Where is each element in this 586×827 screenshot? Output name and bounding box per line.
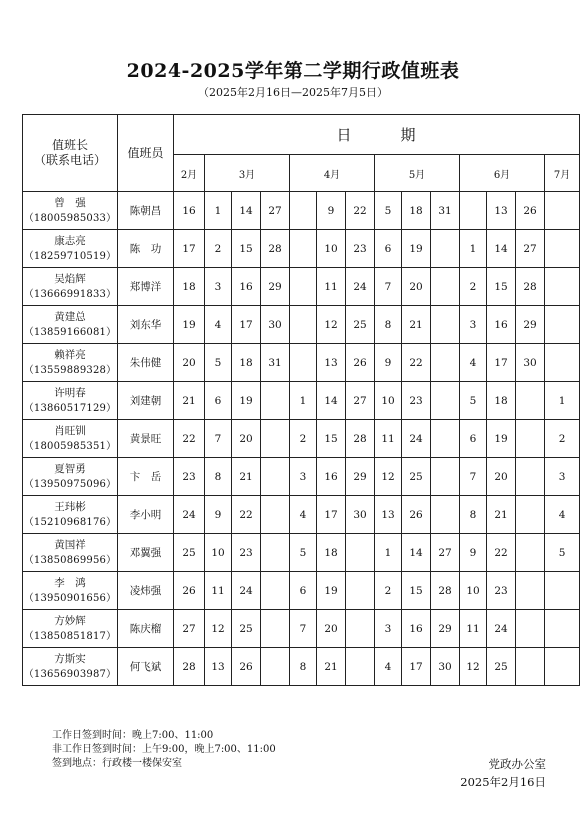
day-cell: 22 — [487, 534, 516, 572]
day-cell: 21 — [402, 306, 431, 344]
day-cell: 23 — [174, 458, 205, 496]
day-cell: 19 — [402, 230, 431, 268]
leader-phone: （13656903987） — [23, 668, 117, 680]
table-row — [23, 268, 580, 306]
day-cell — [290, 192, 317, 230]
day-cell — [516, 648, 545, 686]
day-cell: 25 — [487, 648, 516, 686]
day-cell — [431, 268, 460, 306]
day-cell: 9 — [460, 534, 487, 572]
leader-phone: （18005985033） — [23, 212, 117, 224]
day-cell — [261, 420, 290, 458]
staff-cell: 刘建朝 — [118, 382, 174, 420]
day-cell: 5 — [545, 534, 580, 572]
day-cell: 4 — [375, 648, 402, 686]
leader-cell — [23, 192, 118, 230]
leader-cell — [23, 572, 118, 610]
leader-name: 黄国祥 — [54, 538, 86, 551]
day-cell: 30 — [261, 306, 290, 344]
day-cell: 25 — [346, 306, 375, 344]
day-cell: 17 — [232, 306, 261, 344]
day-cell — [431, 344, 460, 382]
day-cell: 15 — [402, 572, 431, 610]
day-cell — [516, 610, 545, 648]
workday-sign-in-time: 工作日签到时间：晚上7:00、11:00 — [52, 730, 214, 741]
day-cell: 6 — [290, 572, 317, 610]
day-cell: 22 — [232, 496, 261, 534]
staff-cell: 刘东华 — [118, 306, 174, 344]
day-cell: 2 — [545, 420, 580, 458]
leader-phone: （13859166081） — [23, 326, 117, 338]
day-cell — [346, 534, 375, 572]
day-cell: 2 — [205, 230, 232, 268]
month-header-apr: 4月 — [290, 155, 375, 192]
leader-phone: （13950975096） — [23, 478, 117, 490]
day-cell: 3 — [375, 610, 402, 648]
leader-cell — [23, 306, 118, 344]
day-cell: 15 — [317, 420, 346, 458]
duty-table — [22, 114, 580, 686]
day-cell — [261, 534, 290, 572]
day-cell — [261, 572, 290, 610]
duty-table-body — [23, 192, 580, 686]
staff-cell: 邓翼强 — [118, 534, 174, 572]
leader-cell — [23, 420, 118, 458]
day-cell: 29 — [346, 458, 375, 496]
day-cell: 3 — [545, 458, 580, 496]
day-cell: 13 — [375, 496, 402, 534]
leader-name: 李 鸿 — [54, 576, 86, 589]
day-cell: 30 — [346, 496, 375, 534]
day-cell: 18 — [174, 268, 205, 306]
day-cell: 31 — [261, 344, 290, 382]
month-header-mar: 3月 — [205, 155, 290, 192]
day-cell — [545, 192, 580, 230]
day-cell: 13 — [317, 344, 346, 382]
leader-name: 曾 强 — [54, 196, 86, 209]
day-cell — [516, 534, 545, 572]
day-cell — [431, 420, 460, 458]
day-cell: 30 — [516, 344, 545, 382]
issuer-office: 党政办公室 — [488, 757, 546, 771]
day-cell: 12 — [375, 458, 402, 496]
staff-cell: 黄景旺 — [118, 420, 174, 458]
day-cell: 28 — [516, 268, 545, 306]
day-cell — [431, 458, 460, 496]
day-cell: 10 — [317, 230, 346, 268]
day-cell: 19 — [487, 420, 516, 458]
leader-phone: （18259710519） — [23, 250, 117, 262]
day-cell: 23 — [346, 230, 375, 268]
day-cell — [516, 496, 545, 534]
day-cell: 13 — [205, 648, 232, 686]
day-cell — [290, 306, 317, 344]
day-cell — [545, 344, 580, 382]
leader-name: 肖旺钏 — [54, 424, 86, 437]
day-cell: 15 — [232, 230, 261, 268]
day-cell — [346, 648, 375, 686]
day-cell: 12 — [205, 610, 232, 648]
day-cell: 3 — [290, 458, 317, 496]
day-cell: 16 — [487, 306, 516, 344]
day-cell: 31 — [431, 192, 460, 230]
day-cell: 29 — [516, 306, 545, 344]
day-cell — [545, 610, 580, 648]
day-cell: 18 — [402, 192, 431, 230]
month-header-feb: 2月 — [174, 155, 205, 192]
day-cell: 5 — [460, 382, 487, 420]
leader-cell — [23, 382, 118, 420]
day-cell — [261, 496, 290, 534]
month-header-may: 5月 — [375, 155, 460, 192]
day-cell: 7 — [375, 268, 402, 306]
leader-phone: （13850869956） — [23, 554, 117, 566]
day-cell: 24 — [487, 610, 516, 648]
day-cell — [516, 572, 545, 610]
table-row — [23, 458, 580, 496]
leader-phone: （15210968176） — [23, 516, 117, 528]
day-cell — [545, 306, 580, 344]
staff-cell: 朱伟健 — [118, 344, 174, 382]
day-cell: 22 — [346, 192, 375, 230]
table-row — [23, 344, 580, 382]
day-cell: 11 — [375, 420, 402, 458]
day-cell: 12 — [460, 648, 487, 686]
leader-cell — [23, 534, 118, 572]
day-cell: 14 — [232, 192, 261, 230]
day-cell — [261, 648, 290, 686]
leader-name: 赖祥亮 — [54, 348, 86, 361]
day-cell: 6 — [460, 420, 487, 458]
day-cell: 5 — [290, 534, 317, 572]
day-cell — [460, 192, 487, 230]
leader-name: 夏智勇 — [54, 462, 86, 475]
page-title: 2024-2025学年第二学期行政值班表 — [126, 60, 460, 82]
day-cell — [346, 610, 375, 648]
staff-cell: 陈朝昌 — [118, 192, 174, 230]
leader-name: 吴焰辉 — [54, 272, 86, 285]
leader-name: 黄建总 — [54, 310, 86, 323]
day-cell — [545, 648, 580, 686]
leader-name: 方妙辉 — [54, 614, 86, 627]
day-cell: 11 — [460, 610, 487, 648]
day-cell — [431, 382, 460, 420]
leader-phone: （13559889328） — [23, 364, 117, 376]
day-cell: 7 — [290, 610, 317, 648]
day-cell: 8 — [460, 496, 487, 534]
day-cell: 26 — [232, 648, 261, 686]
day-cell: 8 — [205, 458, 232, 496]
leader-cell — [23, 344, 118, 382]
day-cell: 24 — [402, 420, 431, 458]
table-row — [23, 534, 580, 572]
day-cell: 20 — [402, 268, 431, 306]
day-cell: 28 — [261, 230, 290, 268]
day-cell: 13 — [487, 192, 516, 230]
date-header: 日 期 — [174, 115, 580, 155]
leader-cell — [23, 458, 118, 496]
day-cell: 11 — [205, 572, 232, 610]
day-cell: 20 — [232, 420, 261, 458]
day-cell: 5 — [375, 192, 402, 230]
day-cell: 24 — [346, 268, 375, 306]
table-row — [23, 420, 580, 458]
day-cell: 1 — [290, 382, 317, 420]
day-cell: 23 — [402, 382, 431, 420]
day-cell — [431, 306, 460, 344]
table-row — [23, 496, 580, 534]
day-cell: 10 — [460, 572, 487, 610]
table-row — [23, 610, 580, 648]
day-cell: 6 — [375, 230, 402, 268]
leader-phone: （13860517129） — [23, 402, 117, 414]
day-cell — [290, 344, 317, 382]
day-cell: 6 — [205, 382, 232, 420]
day-cell: 7 — [460, 458, 487, 496]
day-cell: 18 — [317, 534, 346, 572]
day-cell: 7 — [205, 420, 232, 458]
day-cell: 2 — [460, 268, 487, 306]
day-cell: 16 — [174, 192, 205, 230]
day-cell: 17 — [402, 648, 431, 686]
day-cell: 25 — [402, 458, 431, 496]
day-cell: 23 — [232, 534, 261, 572]
day-cell: 18 — [487, 382, 516, 420]
day-cell: 29 — [431, 610, 460, 648]
day-cell: 26 — [402, 496, 431, 534]
day-cell: 20 — [487, 458, 516, 496]
day-cell: 1 — [205, 192, 232, 230]
day-cell: 1 — [545, 382, 580, 420]
day-cell: 11 — [317, 268, 346, 306]
sign-in-notes — [52, 729, 276, 771]
day-cell — [290, 230, 317, 268]
leader-cell — [23, 648, 118, 686]
day-cell: 27 — [346, 382, 375, 420]
day-cell: 14 — [402, 534, 431, 572]
day-cell: 20 — [174, 344, 205, 382]
staff-cell: 何飞斌 — [118, 648, 174, 686]
day-cell: 26 — [346, 344, 375, 382]
day-cell: 28 — [346, 420, 375, 458]
day-cell: 4 — [460, 344, 487, 382]
issue-date: 2025年2月16日 — [460, 775, 546, 789]
table-row — [23, 382, 580, 420]
day-cell: 8 — [375, 306, 402, 344]
day-cell: 4 — [290, 496, 317, 534]
day-cell — [516, 382, 545, 420]
day-cell: 9 — [317, 192, 346, 230]
day-cell: 26 — [516, 192, 545, 230]
day-cell: 8 — [290, 648, 317, 686]
day-cell: 9 — [205, 496, 232, 534]
day-cell — [545, 572, 580, 610]
day-cell: 27 — [261, 192, 290, 230]
day-cell: 4 — [205, 306, 232, 344]
day-cell: 9 — [375, 344, 402, 382]
leader-cell — [23, 610, 118, 648]
staff-header: 值班员 — [118, 115, 174, 192]
sign-in-location: 签到地点：行政楼一楼保安室 — [52, 758, 182, 769]
day-cell — [431, 496, 460, 534]
leader-header: 值班长 （联系电话） — [23, 115, 118, 192]
day-cell: 22 — [174, 420, 205, 458]
table-row — [23, 648, 580, 686]
leader-name: 康志亮 — [54, 234, 86, 247]
day-cell: 17 — [317, 496, 346, 534]
day-cell: 21 — [317, 648, 346, 686]
day-cell: 15 — [487, 268, 516, 306]
non-workday-sign-in-time: 非工作日签到时间：上午9:00，晚上7:00、11:00 — [52, 744, 276, 755]
day-cell: 21 — [232, 458, 261, 496]
day-cell: 18 — [232, 344, 261, 382]
day-cell — [261, 458, 290, 496]
day-cell — [290, 268, 317, 306]
day-cell: 2 — [290, 420, 317, 458]
leader-name: 许明春 — [54, 386, 86, 399]
day-cell — [261, 610, 290, 648]
day-cell: 27 — [516, 230, 545, 268]
day-cell: 28 — [174, 648, 205, 686]
staff-cell: 卞 岳 — [118, 458, 174, 496]
staff-cell: 郑博洋 — [118, 268, 174, 306]
day-cell: 10 — [205, 534, 232, 572]
table-row — [23, 572, 580, 610]
day-cell: 10 — [375, 382, 402, 420]
day-cell: 30 — [431, 648, 460, 686]
leader-cell — [23, 268, 118, 306]
day-cell: 21 — [487, 496, 516, 534]
day-cell: 16 — [402, 610, 431, 648]
month-header-jul: 7月 — [545, 155, 580, 192]
day-cell — [346, 572, 375, 610]
day-cell: 2 — [375, 572, 402, 610]
leader-cell — [23, 496, 118, 534]
day-cell: 3 — [460, 306, 487, 344]
leader-name: 方斯实 — [54, 652, 86, 665]
day-cell: 29 — [261, 268, 290, 306]
day-cell: 20 — [317, 610, 346, 648]
leader-phone: （13666991833） — [23, 288, 117, 300]
leader-phone: （13950901656） — [23, 592, 117, 604]
day-cell: 5 — [205, 344, 232, 382]
issuer-block — [460, 755, 546, 791]
staff-cell: 凌炜强 — [118, 572, 174, 610]
day-cell — [261, 382, 290, 420]
month-header-jun: 6月 — [460, 155, 545, 192]
day-cell: 12 — [317, 306, 346, 344]
day-cell: 22 — [402, 344, 431, 382]
day-cell: 3 — [205, 268, 232, 306]
date-range-subtitle: （2025年2月16日—2025年7月5日） — [198, 86, 388, 99]
table-row — [23, 230, 580, 268]
day-cell: 19 — [317, 572, 346, 610]
staff-cell: 陈 功 — [118, 230, 174, 268]
day-cell: 1 — [375, 534, 402, 572]
day-cell: 16 — [317, 458, 346, 496]
day-cell: 14 — [317, 382, 346, 420]
day-cell: 28 — [431, 572, 460, 610]
day-cell: 24 — [232, 572, 261, 610]
day-cell: 19 — [232, 382, 261, 420]
day-cell — [545, 230, 580, 268]
table-row — [23, 306, 580, 344]
day-cell: 26 — [174, 572, 205, 610]
day-cell: 4 — [545, 496, 580, 534]
leader-name: 王玮彬 — [54, 500, 86, 513]
day-cell: 19 — [174, 306, 205, 344]
day-cell — [516, 420, 545, 458]
day-cell: 23 — [487, 572, 516, 610]
day-cell — [516, 458, 545, 496]
day-cell: 27 — [431, 534, 460, 572]
staff-cell: 李小明 — [118, 496, 174, 534]
day-cell: 24 — [174, 496, 205, 534]
leader-cell — [23, 230, 118, 268]
table-row — [23, 192, 580, 230]
day-cell: 21 — [174, 382, 205, 420]
day-cell — [545, 268, 580, 306]
day-cell: 1 — [460, 230, 487, 268]
day-cell: 14 — [487, 230, 516, 268]
day-cell: 25 — [174, 534, 205, 572]
leader-phone: （13850851817） — [23, 630, 117, 642]
day-cell: 27 — [174, 610, 205, 648]
staff-cell: 陈庆榴 — [118, 610, 174, 648]
leader-phone: （18005985351） — [23, 440, 117, 452]
day-cell: 25 — [232, 610, 261, 648]
day-cell — [431, 230, 460, 268]
day-cell: 16 — [232, 268, 261, 306]
day-cell: 17 — [487, 344, 516, 382]
day-cell: 17 — [174, 230, 205, 268]
